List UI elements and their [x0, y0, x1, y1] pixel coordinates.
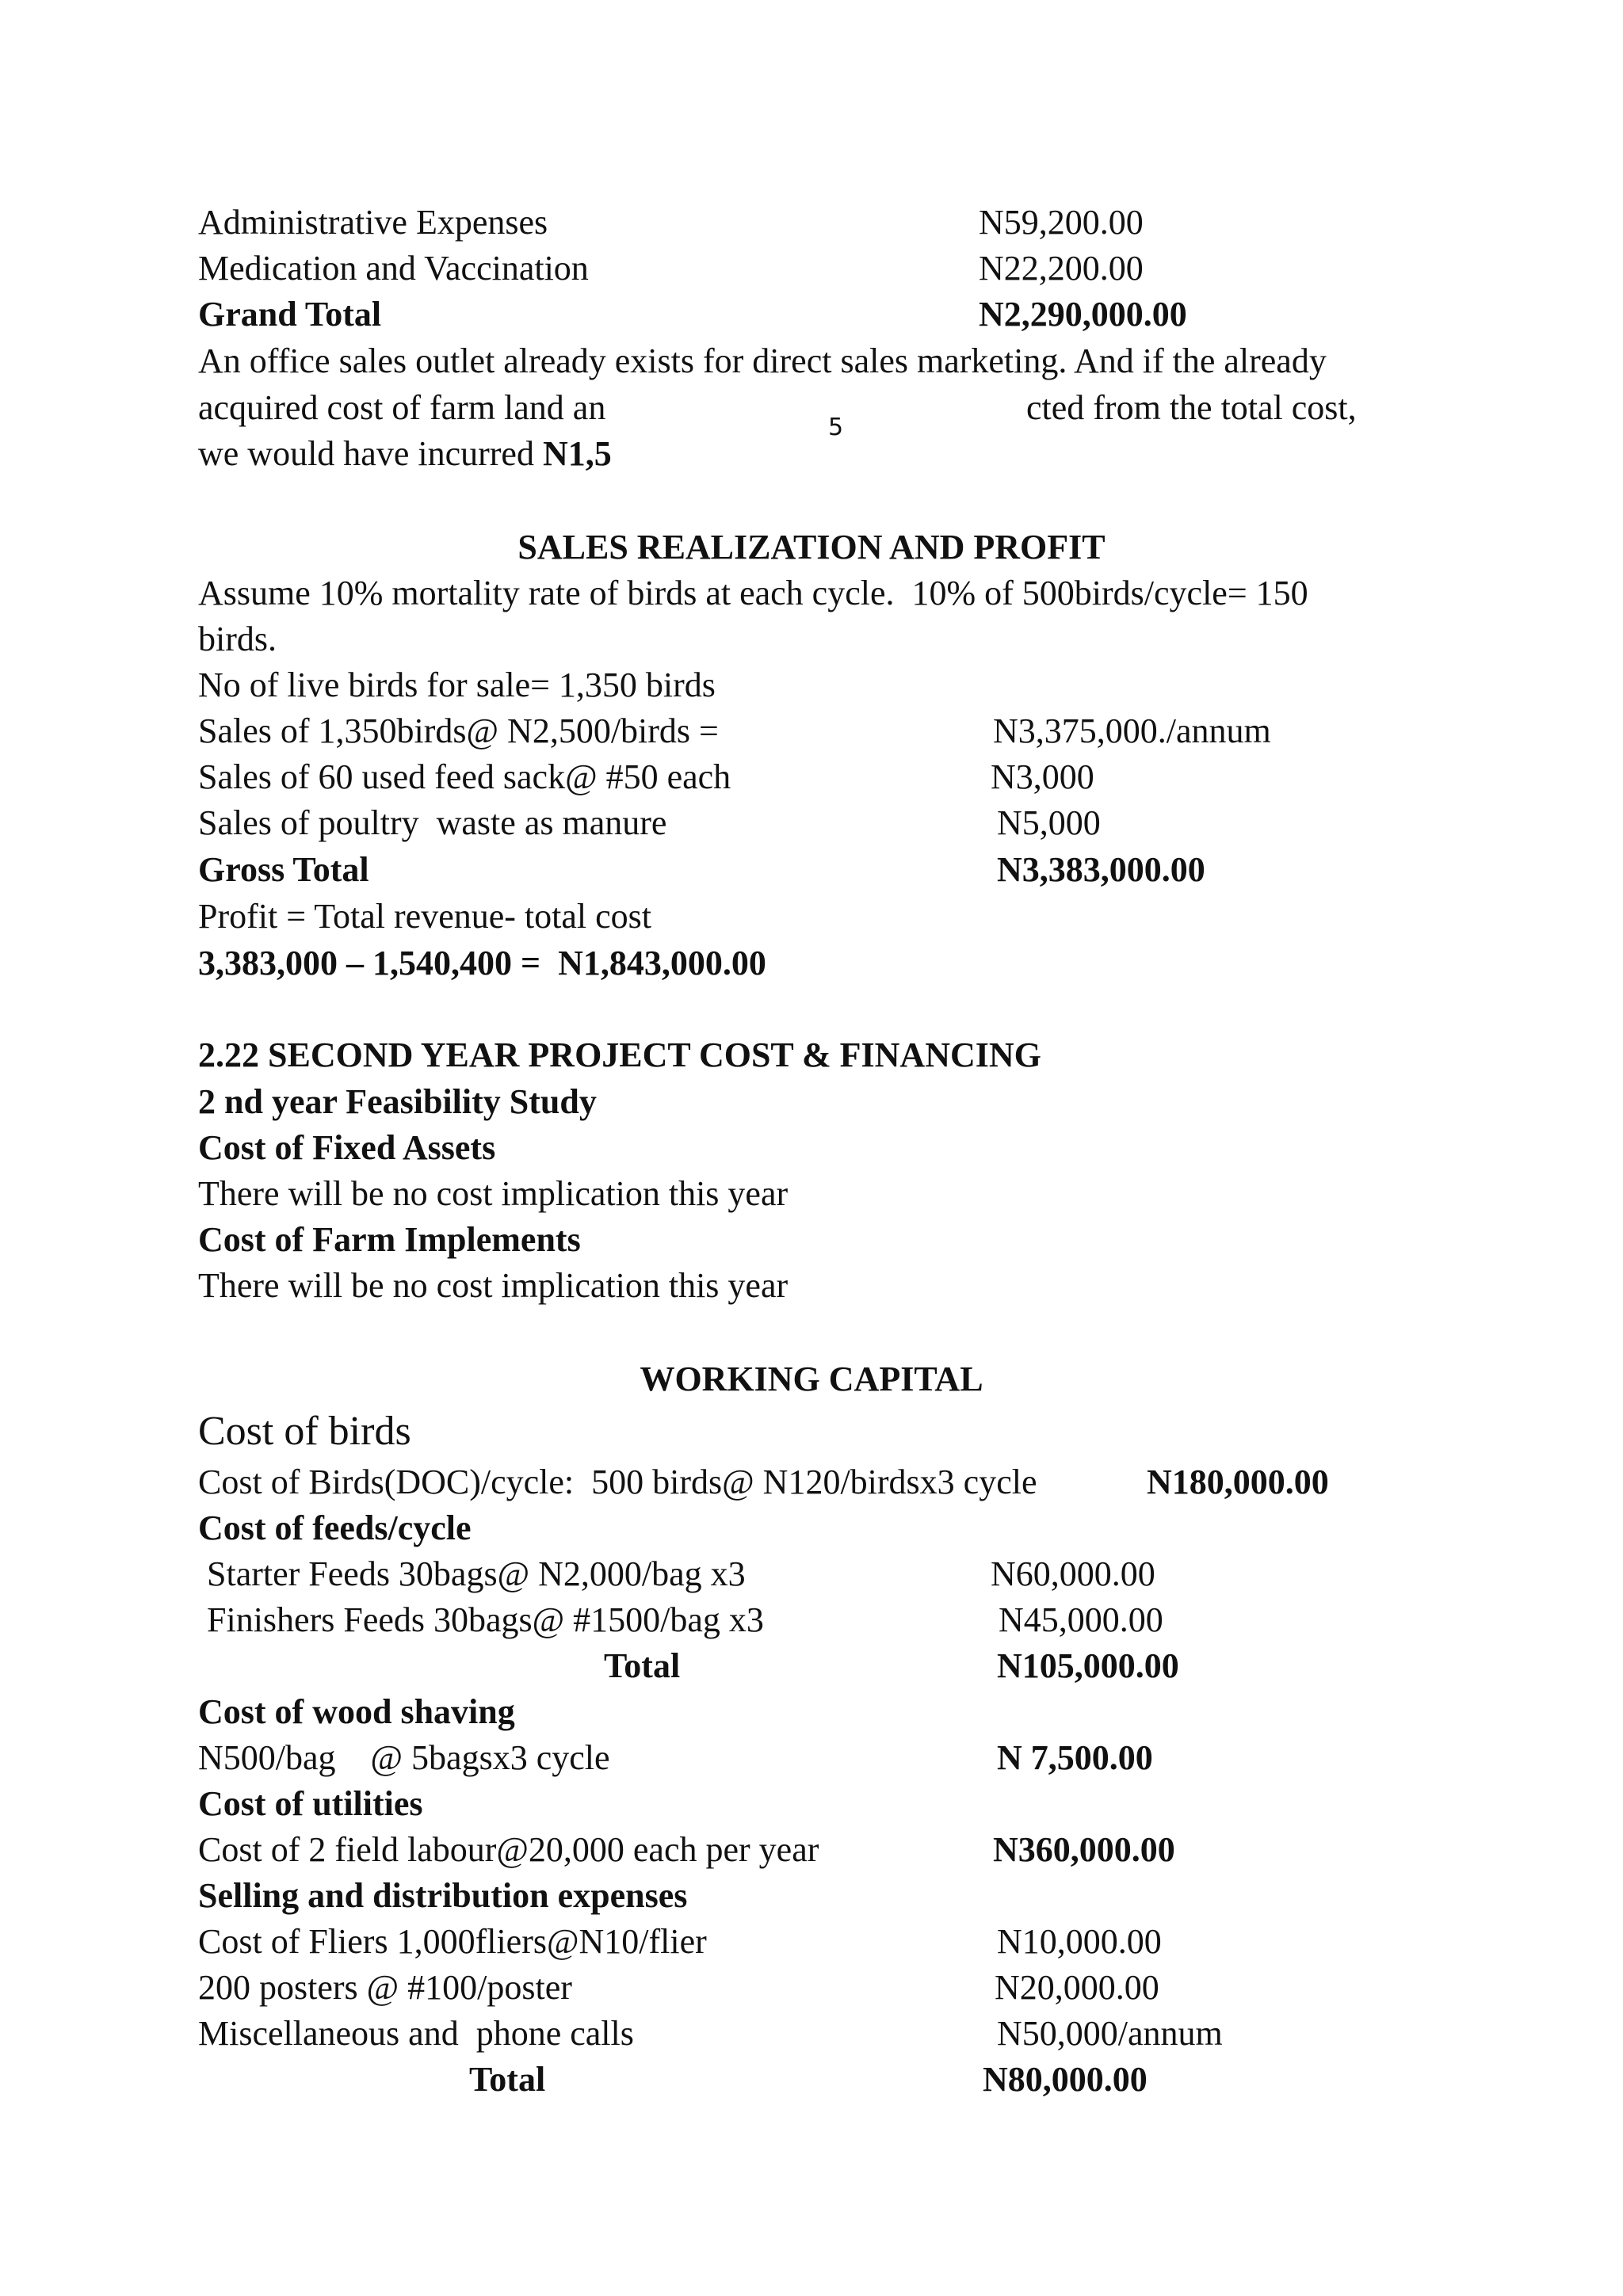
fliers-amount: N10,000.00	[997, 1922, 1162, 1961]
sales-heading: SALES REALIZATION AND PROFIT	[517, 528, 1106, 566]
working-capital-heading: WORKING CAPITAL	[640, 1360, 983, 1398]
grand-total-amount: N2,290,000.00	[979, 295, 1187, 334]
wood-shaving-heading: Cost of wood shaving	[198, 1692, 515, 1731]
profit-calculation: 3,383,000 – 1,540,400 = N1,843,000.00	[198, 944, 766, 982]
misc-label: Miscellaneous and phone calls	[198, 2014, 634, 2053]
posters-label: 200 posters @ #100/poster	[198, 1968, 572, 2007]
outlet-paragraph-line2a: acquired cost of farm land an	[198, 388, 606, 427]
selling-total-amount: N80,000.00	[983, 2060, 1148, 2099]
birds-cost-amount: N180,000.00	[1147, 1463, 1329, 1501]
cost-of-birds-heading: Cost of birds	[198, 1409, 411, 1454]
feeds-total-label: Total	[604, 1646, 681, 1685]
profit-formula: Profit = Total revenue- total cost	[198, 897, 651, 936]
sales-item-amount: N3,000	[991, 757, 1094, 796]
wood-shaving-label: N500/bag @ 5bagsx3 cycle	[198, 1738, 610, 1777]
admin-expenses-label: Administrative Expenses	[198, 203, 548, 242]
outlet-paragraph-line1: An office sales outlet already exists for direct sales marketing. And if the already	[198, 341, 1327, 380]
misc-amount: N50,000/annum	[997, 2014, 1223, 2053]
farm-implements-text: There will be no cost implication this year	[198, 1266, 789, 1305]
farm-implements-heading: Cost of Farm Implements	[198, 1220, 581, 1259]
birds-cost-label: Cost of Birds(DOC)/cycle: 500 birds@ N120/birdsx3 cycle	[198, 1463, 1037, 1501]
gross-total-amount: N3,383,000.00	[997, 850, 1205, 889]
mortality-line2: birds.	[198, 620, 277, 658]
fixed-assets-text: There will be no cost implication this year	[198, 1174, 789, 1213]
sales-item-label: Sales of 1,350birds@ N2,500/birds =	[198, 711, 719, 750]
mortality-line1: Assume 10% mortality rate of birds at each cycle. 10% of 500birds/cycle= 150	[198, 574, 1308, 612]
admin-expenses-amount: N59,200.00	[979, 203, 1144, 242]
live-birds-line: No of live birds for sale= 1,350 birds	[198, 666, 716, 704]
page-number: 5	[828, 414, 844, 441]
feeds-total-amount: N105,000.00	[997, 1646, 1179, 1685]
sales-item-amount: N3,375,000./annum	[993, 711, 1271, 750]
feeds-heading: Cost of feeds/cycle	[198, 1508, 472, 1547]
second-year-heading: 2.22 SECOND YEAR PROJECT COST & FINANCING	[198, 1035, 1041, 1074]
starter-feeds-label: Starter Feeds 30bags@ N2,000/bag x3	[198, 1554, 746, 1593]
finisher-feeds-amount: N45,000.00	[999, 1600, 1163, 1639]
fixed-assets-heading: Cost of Fixed Assets	[198, 1128, 496, 1167]
posters-amount: N20,000.00	[995, 1968, 1159, 2007]
sales-item-label: Sales of 60 used feed sack@ #50 each	[198, 757, 731, 796]
sales-item-amount: N5,000	[997, 803, 1101, 842]
finisher-feeds-label: Finishers Feeds 30bags@ #1500/bag x3	[198, 1600, 764, 1639]
selling-heading: Selling and distribution expenses	[198, 1876, 688, 1915]
outlet-paragraph-line3	[198, 431, 612, 477]
medication-amount: N22,200.00	[979, 249, 1144, 288]
medication-label: Medication and Vaccination	[198, 249, 589, 288]
feasibility-subheading: 2 nd year Feasibility Study	[198, 1082, 597, 1121]
sales-item-label: Sales of poultry waste as manure	[198, 803, 667, 842]
gross-total-label: Gross Total	[198, 850, 369, 889]
utilities-heading: Cost of utilities	[198, 1784, 423, 1823]
incurred-amount: N1,5	[542, 434, 612, 473]
labour-amount: N360,000.00	[993, 1830, 1175, 1869]
labour-label: Cost of 2 field labour@20,000 each per year	[198, 1830, 819, 1869]
starter-feeds-amount: N60,000.00	[991, 1554, 1155, 1593]
wood-shaving-amount: N 7,500.00	[997, 1738, 1153, 1777]
outlet-paragraph-line3-text: we would have incurred	[198, 434, 543, 473]
selling-total-label: Total	[469, 2060, 546, 2099]
fliers-label: Cost of Fliers 1,000fliers@N10/flier	[198, 1922, 707, 1961]
grand-total-label: Grand Total	[198, 295, 382, 334]
outlet-paragraph-line2b: cted from the total cost,	[1026, 388, 1357, 427]
